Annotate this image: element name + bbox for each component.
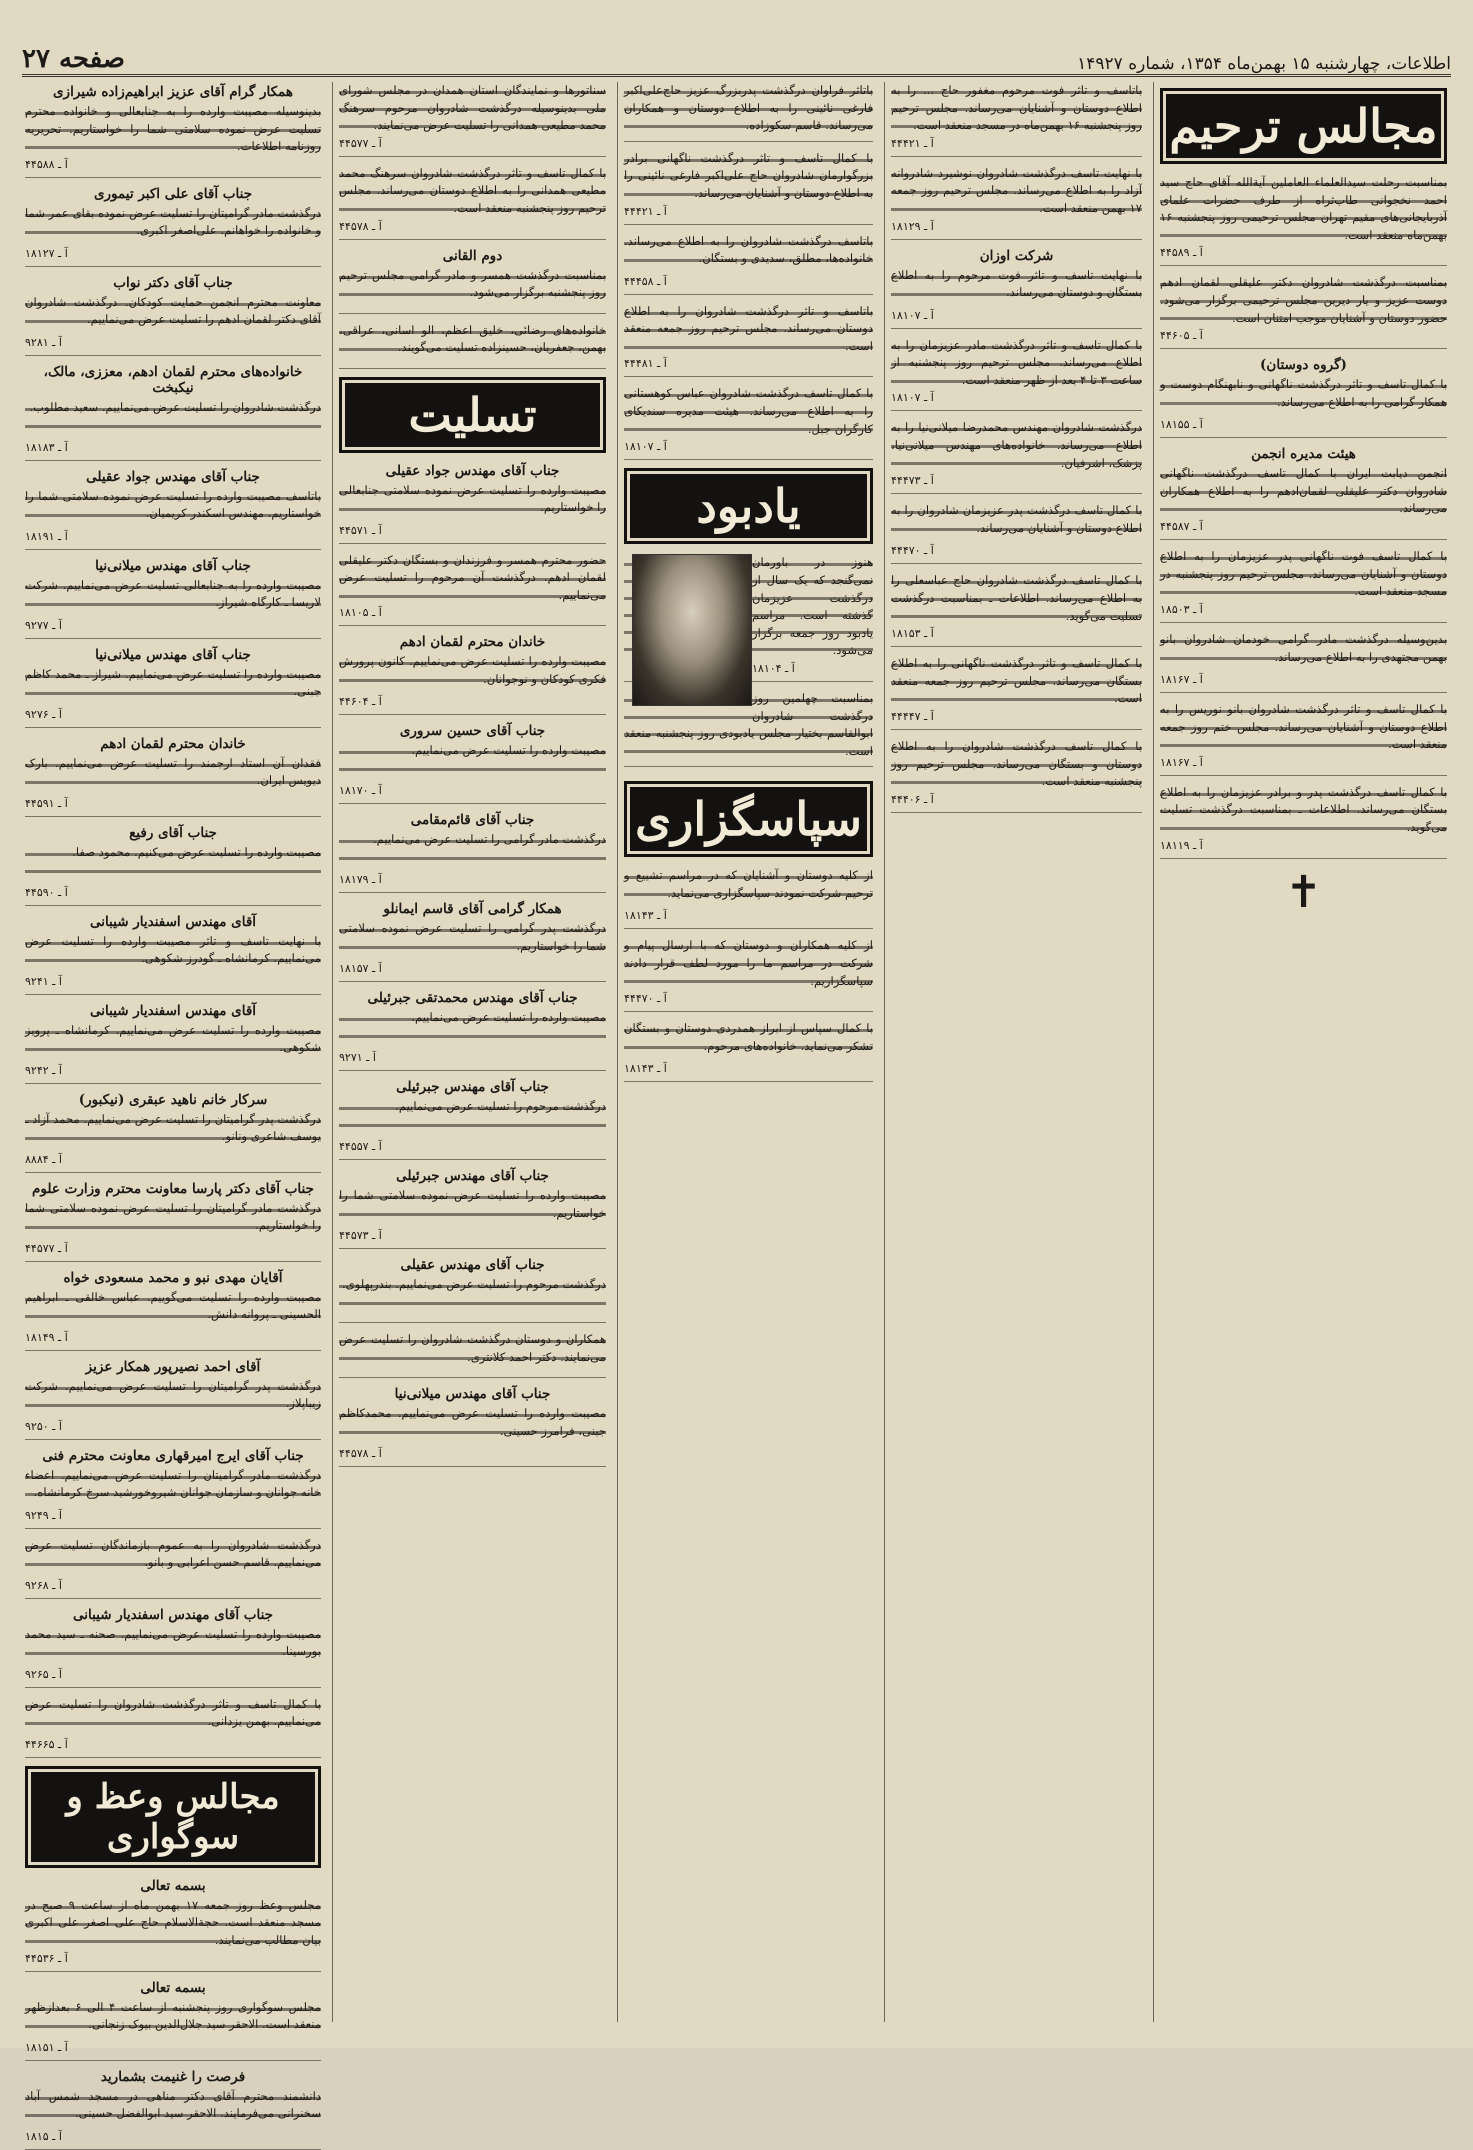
notice-item — [624, 150, 873, 225]
banner-sepasgozari: سپاسگزاری — [624, 781, 873, 857]
notice-title: (گروه دوستان) — [1260, 357, 1347, 374]
notice-body: مصیبت وارده را تسلیت عرض می‌نماییم. صحنه ـ سید محمد بورسینا. — [25, 1626, 321, 1666]
notice-code: آ ـ ۱۸۱۵۷ — [339, 962, 382, 976]
notice-item — [25, 364, 321, 461]
notice-title: بسمه تعالی — [140, 1877, 206, 1894]
notice-code: آ ـ ۹۲۴۱ — [25, 974, 62, 988]
notice-body: درگذشت مادر گرامیتان را تسلیت عرض می‌نماییم. اعضاء خانه جوانان و سازمان جوانان شیروخورشید سرخ کرمانشاه. — [25, 1467, 321, 1507]
notice-title: جناب آقای مهندس جواد عقیلی — [385, 462, 560, 479]
notice-body: با کمال تاسف درگذشت پدر عزیزمان شادروان را به اطلاع دوستان و آشنایان می‌رساند. — [891, 502, 1142, 542]
notice-title: جناب آقای ایرج امیرقهاری معاونت محترم فنی — [42, 1447, 304, 1464]
notice-title: جناب آقای مهندس میلانی‌نیا — [95, 557, 251, 574]
notice-code: آ ـ ۱۸۱۷۹ — [339, 873, 382, 887]
notice-body: هنوز در باورمان نمی‌گنجد که یک سال از درگذشت عزیزمان گذشته است. مراسم یادبود روز جمعه برگزار می‌شود. — [624, 554, 873, 660]
notice-item — [339, 1079, 606, 1160]
notices-col5-vaz — [25, 1878, 321, 2150]
notice-item — [25, 825, 321, 906]
notice-body: با نهایت تاسف درگذشت شادروان نوشیرد شادروانه آزاد را به اطلاع می‌رساند. مجلس ترحیم روز جمعه ۱۷ بهمن منعقد است. — [891, 165, 1142, 218]
notice-title: جناب آقای علی اکبر تیموری — [93, 185, 253, 202]
notice-code: آ ـ ۴۴۴۷۰ — [891, 544, 934, 558]
notice-item — [339, 552, 606, 627]
notice-body: باتاسف و تاثر فوت مرحوم مغفور حاج ... را به اطلاع دوستان و آشنایان می‌رساند. مجلس ترحیم روز پنجشنبه ۱۶ بهمن‌ماه در مسجد منعقد است. — [891, 82, 1142, 135]
page-header — [22, 40, 1451, 77]
notice-code: آ ـ ۴۴۴۴۷ — [891, 709, 934, 723]
notice-item — [25, 84, 321, 178]
notice-item — [891, 572, 1142, 647]
notice-title: جناب آقای مهندس میلانی‌نیا — [95, 646, 251, 663]
notice-body: مصیبت وارده را تسلیت عرض نموده سلامتی جنابعالی را خواستاریم. — [339, 482, 606, 522]
notice-item — [1160, 357, 1447, 438]
notice-code: آ ـ ۴۴۵۵۷ — [339, 1140, 382, 1154]
notice-item — [25, 1696, 321, 1758]
notice-code: آ ـ ۴۴۶۶۵ — [25, 1737, 68, 1751]
notice-title: خاندان محترم لقمان ادهم — [100, 735, 246, 752]
notice-body: مجلس سوگواری روز پنجشنبه از ساعت ۴ الی ۶ بعدازظهر منعقد است. الاحقر سید جلال‌الدین بیوک زنجانی. — [25, 1999, 321, 2039]
notice-body: بمناسبت درگذشت همسر و مادر گرامی مجلس ترحیم روز پنجشنبه برگزار می‌شود. — [339, 267, 606, 307]
notice-item — [339, 463, 606, 544]
notice-title: جناب آقای مهندس اسفندیار شیبانی — [72, 1606, 274, 1623]
notice-code: آ ـ ۴۴۵۹۱ — [25, 796, 68, 810]
notice-body: بمناسبت رحلت سیدالعلماء العاملین آیة‌الله آقای حاج سید احمد نخجوانی طاب‌ثراه از طرف حضرات علمای آذربایجانی‌های مقیم تهران مجلس ترحیمی روز پنجشنبه ۱۶ بهمن‌ماه منعقد است. — [1160, 174, 1447, 244]
notice-code: آ ـ ۴۴۵۷۷ — [339, 136, 382, 150]
notice-body: درگذشت پدر گرامیتان را تسلیت عرض می‌نماییم. محمد آزاد ـ یوسف شاعری ونانو. — [25, 1111, 321, 1151]
notice-body: درگذشت مادر گرامیتان را تسلیت عرض نموده بقای عمر شما و خانواده را خواهانم. علی‌اصغر اکبری. — [25, 205, 321, 245]
notice-title: جناب آقای مهندس عقیلی — [400, 1257, 545, 1274]
notice-code: آ ـ ۹۲۶۵ — [25, 1667, 62, 1681]
notice-item — [25, 1092, 321, 1173]
notice-code: آ ـ ۴۴۵۷۷ — [25, 1241, 68, 1255]
notice-body: مصیبت وارده را تسلیت عرض می‌نماییم. شیراز ـ محمد کاظم جبنی. — [25, 666, 321, 706]
notice-code: آ ـ ۴۴۴۷۰ — [624, 992, 667, 1006]
notice-code: آ ـ ۸۸۸۴ — [25, 1152, 62, 1166]
notice-body: با کمال تاسف و تاثر درگذشت مادر عزیزمان را به اطلاع می‌رساند. مجلس ترحیم روز پنجشنبه از ساعت ۳ تا ۴ بعد از ظهر منعقد است. — [891, 337, 1142, 390]
notice-body: از کلیه دوستان و آشنایان که در مراسم تشییع و ترحیم شرکت نمودند سپاسگزاری می‌نماید. — [624, 867, 873, 907]
notice-item — [25, 1181, 321, 1262]
notice-body: مصیبت وارده را به جنابعالی تسلیت عرض می‌نماییم. شرکت لاریسا ـ کارگاه شیراز. — [25, 577, 321, 617]
notice-item — [25, 1607, 321, 1688]
notice-item — [25, 1270, 321, 1351]
notice-code: آ ـ ۹۲۸۱ — [25, 335, 62, 349]
notice-body: بدین‌وسیله درگذشت مادر گرامی خودمان شادروان بانو بهمن مجتهدی را به اطلاع می‌رساند. — [1160, 631, 1447, 671]
notice-code: آ ـ ۱۸۱۰۷ — [891, 391, 934, 405]
notice-code: آ ـ ۴۴۴۵۸ — [624, 274, 667, 288]
notice-item — [624, 385, 873, 460]
notice-item — [891, 502, 1142, 564]
notice-code: آ ـ ۴۴۶۰۵ — [1160, 329, 1203, 343]
notice-item — [25, 1980, 321, 2061]
notice-item — [25, 1359, 321, 1440]
notice-body: حضور محترم همسر و فرزندان و بستگان دکتر علیقلی لقمان ادهم. درگذشت آن مرحوم را تسلیت عرض می‌نماییم. — [339, 552, 606, 605]
column-tarhim — [1153, 82, 1453, 2022]
notice-item — [339, 322, 606, 369]
notice-item — [624, 867, 873, 929]
notice-body: با کمال تاسف درگذشت شادروان حاج عباسعلی را به اطلاع می‌رساند. اطلاعات ـ بمناسبت درگذشت تسلیت می‌گوید. — [891, 572, 1142, 625]
notice-item — [1160, 548, 1447, 623]
notice-code: آ ـ ۴۴۵۸۹ — [1160, 246, 1203, 260]
notice-code: آ ـ ۱۸۱۵ — [25, 2129, 62, 2143]
notice-title: خاندان محترم لقمان ادهم — [399, 634, 546, 651]
notice-item — [339, 990, 606, 1071]
notice-title: جناب آقای قائم‌مقامی — [410, 812, 535, 829]
notice-body: انجمن دیابت ایران با کمال تاسف درگذشت ناگهانی شادروان دکتر علیقلی لقمان‌ادهم را به اطلاع همکاران می‌رساند. — [1160, 465, 1447, 518]
notice-code: آ ـ ۴۴۵۳۶ — [25, 1951, 68, 1965]
notice-title: جناب آقای مهندس جبرئیلی — [396, 1168, 549, 1185]
notice-title: شرکت اوزان — [979, 247, 1054, 264]
notice-code: آ ـ ۴۴۵۹۰ — [25, 885, 68, 899]
notice-item — [1160, 631, 1447, 693]
notice-body: مصیبت وارده را تسلیت عرض می‌نماییم. کرمانشاه ـ پرویز شکوهی. — [25, 1022, 321, 1062]
notices-col3-sepas — [624, 867, 873, 1082]
notice-code: آ ـ ۴۴۴۲۱ — [624, 204, 667, 218]
notice-code: آ ـ ۴۴۵۷۱ — [339, 523, 382, 537]
notice-item — [25, 1003, 321, 1084]
notice-code: آ ـ ۴۴۴۰۶ — [891, 792, 934, 806]
notice-title: خانواده‌های محترم لقمان ادهم، معززی، مالک، نیکبخت — [43, 363, 303, 396]
notice-item — [891, 248, 1142, 329]
notice-title: آقای احمد نصیرپور همکار عزیز — [85, 1358, 261, 1375]
notice-code: آ ـ ۱۸۱۲۹ — [891, 219, 934, 233]
notice-item — [624, 303, 873, 378]
notice-title: هیئت مدیره انجمن — [1251, 446, 1356, 463]
notice-code: آ ـ ۱۸۱۰۷ — [624, 440, 667, 454]
notice-code: آ ـ ۱۸۱۲۷ — [25, 246, 68, 260]
notice-code: آ ـ ۱۸۱۶۷ — [1160, 672, 1203, 686]
notice-body: مجلس وعظ روز جمعه ۱۷ بهمن ماه از ساعت ۹ صبح در مسجد منعقد است. حجة‌الاسلام حاج علی اصغر علی اکبری بیان مطالب می‌نمایند. — [25, 1897, 321, 1950]
notice-item — [1160, 274, 1447, 349]
notice-item — [1160, 446, 1447, 540]
notice-title: دوم القانی — [442, 247, 503, 264]
notice-body: درگذشت شادروان را تسلیت عرض می‌نماییم. سعید مطلوب. — [25, 399, 321, 439]
notice-body: باتاسف مصیبت وارده را تسلیت عرض نموده سلامتی شما را خواستاریم. مهندس اسکندر کریمیان. — [25, 488, 321, 528]
notice-code: آ ـ ۴۴۵۷۳ — [339, 1229, 382, 1243]
notice-title: جناب آقای مهندس میلانی‌نیا — [394, 1386, 551, 1403]
notice-code: آ ـ ۱۸۱۴۳ — [624, 1062, 667, 1076]
banner-vaz: مجالس وعظ و سوگواری — [25, 1766, 321, 1868]
notice-item — [25, 558, 321, 639]
notice-item — [891, 165, 1142, 240]
notices-col4-tasliat — [339, 463, 606, 1468]
notice-body: مصیبت وارده را تسلیت عرض نموده سلامتی شما را خواستاریم. — [339, 1187, 606, 1227]
notice-code: آ ـ ۴۴۴۲۱ — [891, 136, 934, 150]
notice-item — [25, 469, 321, 550]
notice-body: درگذشت پدر گرامی را تسلیت عرض نموده سلامتی شما را خواستاریم. — [339, 920, 606, 960]
notice-body: مصیبت وارده را تسلیت می‌گوییم. عباس خالقی ـ ابراهیم الحسینی ـ پروانه دانش. — [25, 1289, 321, 1329]
notice-item — [25, 1448, 321, 1529]
notice-body: باتاثر فراوان درگذشت پدربزرگ عزیز حاج‌علی‌اکبر فارغی نائینی را به اطلاع دوستان و همکاران می‌رساند. قاسم سکوزاده. — [624, 82, 873, 135]
notice-code: آ ـ ۹۲۷۶ — [25, 707, 62, 721]
notice-body: با نهایت تاسف و تاثر مصیبت وارده را تسلیت عرض می‌نماییم. کرمانشاه ـ گودرز شکوهی. — [25, 933, 321, 973]
notice-code: آ ـ ۴۴۴۷۳ — [891, 474, 934, 488]
notice-title: جناب آقای دکتر پارسا معاونت محترم وزارت علوم — [32, 1180, 314, 1197]
notice-body: با کمال تاسف درگذشت شادروان عباس کوهستانی را به اطلاع می‌رساند. هیئت مدیره سندیکای کارگران جبل. — [624, 385, 873, 438]
notice-code: آ ـ ۱۸۱۰۴ — [752, 661, 795, 675]
notice-item — [339, 1331, 606, 1378]
notice-item — [1160, 701, 1447, 776]
notice-title: جناب آقای مهندس محمدتقی جبرئیلی — [367, 990, 578, 1007]
column-3 — [617, 82, 879, 2022]
notice-title: سرکار خانم ناهید عبقری (نیکبور) — [78, 1091, 268, 1108]
notice-title: جناب آقای حسین سروری — [399, 723, 546, 740]
notice-item — [25, 1878, 321, 1972]
notice-body: با کمال تاسف و تاثر درگذشت ناگهانی برادر بزرگوارمان شادروان حاج علی‌اکبر فارغی نائینی را به اطلاع دوستان و آشنایان می‌رساند. — [624, 150, 873, 203]
notice-body: باتاسف درگذشت شادروان را به اطلاع می‌رساند. خانواده‌ها، مطلق، سدیدی و بستگان. — [624, 233, 873, 273]
notice-item — [339, 165, 606, 240]
notice-code: آ ـ ۹۲۴۹ — [25, 1508, 62, 1522]
notice-title: جناب آقای دکتر نواب — [113, 274, 233, 291]
notice-body: با کمال تاسف و تاثر درگذشت ناگهانی و نابهنگام دوست و همکار گرامی را به اطلاع می‌رساند. — [1160, 376, 1447, 416]
notice-code: آ ـ ۱۸۱۰۵ — [339, 606, 382, 620]
notice-code: آ ـ ۴۴۴۸۱ — [624, 357, 667, 371]
notice-body: باتاسف و تاثر درگذشت شادروان را به اطلاع دوستان می‌رساند. مجلس ترحیم روز جمعه منعقد است. — [624, 303, 873, 356]
notice-body: فقدان آن استاد ارجمند را تسلیت عرض می‌نماییم. بارک دیویس ایران. — [25, 755, 321, 795]
notices-col2 — [891, 82, 1142, 813]
notice-item — [891, 655, 1142, 730]
notice-body: مصیبت وارده را تسلیت عرض می‌نماییم. — [339, 742, 606, 782]
notices-col1 — [1160, 174, 1447, 859]
notice-code: آ ـ ۱۸۱۹۱ — [25, 529, 68, 543]
notice-body: با نهایت تاسف و تاثر فوت مرحوم را به اطلاع بستگان و دوستان می‌رساند. — [891, 267, 1142, 307]
notice-body: درگذشت مرحوم را تسلیت عرض می‌نماییم. — [339, 1098, 606, 1138]
notice-item — [25, 914, 321, 995]
notice-item — [25, 1537, 321, 1599]
notice-item — [891, 82, 1142, 157]
notice-body: با کمال تاسف و تاثر درگذشت شادروان را تسلیت عرض می‌نماییم. بهمن یزدانی. — [25, 1696, 321, 1736]
notice-body: با کمال تاسف و تاثر درگذشت شادروان بانو نوریس را به اطلاع دوستان و آشنایان می‌رساند. مجلس ختم روز جمعه منعقد است. — [1160, 701, 1447, 754]
page-number: صفحه ۲۷ — [22, 44, 125, 74]
notice-code: آ ـ ۱۸۱۴۹ — [25, 1330, 68, 1344]
notice-item — [1160, 174, 1447, 266]
notice-body: درگذشت شادروان را به عموم بازماندگان تسلیت عرض می‌نماییم. قاسم حسن اعرابی و بانو. — [25, 1537, 321, 1577]
notice-code: آ ـ ۱۸۱۷۰ — [339, 784, 382, 798]
notice-code: آ ـ ۱۸۱۱۹ — [1160, 838, 1203, 852]
notice-item — [624, 937, 873, 1012]
notice-body: با کمال تاسف درگذشت پدر و برادر عزیزمان را به اطلاع بستگان می‌رساند. اطلاعات ـ بمناسبت درگذشت تسلیت می‌گوید. — [1160, 784, 1447, 837]
notice-body: درگذشت شادروان مهندس محمدرضا میلانی‌نیا را به اطلاع می‌رساند. خانواده‌های مهندس میلانی‌نیا، پزشک، اشرفیان. — [891, 419, 1142, 472]
notice-title: همکار گرامی آقای قاسم ایمانلو — [383, 901, 562, 918]
notice-code: آ ـ ۴۴۵۸۷ — [1160, 520, 1203, 534]
notice-body: درگذشت مادر گرامی را تسلیت عرض می‌نماییم. — [339, 831, 606, 871]
notice-code: آ ـ ۱۸۱۵۳ — [891, 627, 934, 641]
notice-body: سناتورها و نمایندگان استان همدان در مجلس شورای ملی بدینوسیله درگذشت شادروان مرحوم سرهنگ محمد مطیعی همدانی را تسلیت عرض می‌نمایند. — [339, 82, 606, 135]
notice-item — [1160, 784, 1447, 859]
column-2 — [884, 82, 1148, 2022]
notice-code: آ ـ ۴۴۵۷۸ — [339, 1447, 382, 1461]
notices-col4-top — [339, 82, 606, 369]
notice-title: بسمه تعالی — [140, 1979, 206, 1996]
notice-item — [339, 901, 606, 982]
notice-title: آقای مهندس اسفندیار شیبانی — [89, 1002, 257, 1019]
notice-body: بمناسبت چهلمین روز درگذشت شادروان ابوالقاسم بختیار مجلس یادبودی روز پنجشنبه منعقد است. — [624, 690, 873, 760]
banner-tasliat: تسلیت — [339, 377, 606, 453]
notice-item — [25, 647, 321, 728]
notice-code: آ ـ ۱۸۱۵۵ — [1160, 418, 1203, 432]
notice-code: آ ـ ۱۸۱۵۱ — [25, 2040, 68, 2054]
notice-body: با کمال تاسف فوت ناگهانی پدر عزیزمان را به اطلاع دوستان و آشنایان می‌رساند. مجلس ترحیم روز پنجشنبه در مسجد منعقد است. — [1160, 548, 1447, 601]
notice-code: آ ـ ۹۲۷۱ — [339, 1051, 376, 1065]
notice-code: آ ـ ۹۲۷۷ — [25, 618, 62, 632]
notice-item — [339, 1257, 606, 1323]
notice-code: آ ـ ۴۴۵۸۸ — [25, 157, 68, 171]
notice-title: جناب آقای مهندس جواد عقیلی — [86, 468, 260, 485]
notice-body: با کمال سپاس از ابراز همدردی دوستان و بستگان تشکر می‌نماید. خانواده‌های مرحوم. — [624, 1020, 873, 1060]
notice-item — [339, 812, 606, 893]
notice-title: جناب آقای مهندس جبرئیلی — [396, 1079, 549, 1096]
notice-item — [339, 723, 606, 804]
notice-body: با کمال تاسف درگذشت شادروان را به اطلاع دوستان و بستگان می‌رساند. مجلس ترحیم روز پنجشنبه منعقد است. — [891, 738, 1142, 791]
notice-item — [25, 2069, 321, 2150]
notice-body: با کمال تاسف و تاثر درگذشت شادروان سرهنگ محمد مطیعی همدانی را به اطلاع دوستان می‌رساند. مجلس ترحیم روز پنجشنبه منعقد است. — [339, 165, 606, 218]
notice-code: آ ـ ۱۸۵۰۳ — [1160, 602, 1203, 616]
notice-title: جناب آقای رفیع — [129, 824, 217, 841]
notice-body: از کلیه همکاران و دوستان که با ارسال پیام و شرکت در مراسم ما را مورد لطف قرار دادند سپاسگزاریم. — [624, 937, 873, 990]
notice-body: درگذشت پدر گرامیتان را تسلیت عرض می‌نماییم. شرکت زیباپلاز. — [25, 1378, 321, 1418]
notice-item — [624, 1020, 873, 1082]
notice-body: درگذشت مادر گرامیتان را تسلیت عرض نموده سلامتی شما را خواستاریم. — [25, 1200, 321, 1240]
notice-body: مصیبت وارده را تسلیت عرض می‌نماییم. کانون پرورش فکری کودکان و نوجوانان. — [339, 653, 606, 693]
notice-body: همکاران و دوستان درگذشت شادروان را تسلیت عرض می‌نمایند. دکتر احمد کلانتری. — [339, 1331, 606, 1371]
notice-title: آقایان مهدی نبو و محمد مسعودی خواه — [63, 1269, 283, 1286]
notice-item — [891, 337, 1142, 412]
notice-item — [891, 419, 1142, 494]
notice-code: آ ـ ۴۴۶۰۴ — [339, 695, 382, 709]
notice-body: با کمال تاسف و تاثر درگذشت ناگهانی را به اطلاع بستگان می‌رساند. مجلس ترحیم روز جمعه منعقد است. — [891, 655, 1142, 708]
issue-line: اطلاعات، چهارشنبه ۱۵ بهمن‌ماه ۱۳۵۴، شماره ۱۴۹۲۷ — [1077, 54, 1451, 74]
notice-code: آ ـ ۹۲۵۰ — [25, 1419, 62, 1433]
notice-item — [624, 233, 873, 295]
notice-code: آ ـ ۱۸۱۶۷ — [1160, 755, 1203, 769]
notices-col3-top — [624, 82, 873, 460]
notice-body: بمناسبت درگذشت شادروان دکتر علیقلی لقمان ادهم دوست عزیز و یار دیرین مجلس ترحیمی برگزار می‌شود. حضور دوستان و آشنایان موجب امتنان است. — [1160, 274, 1447, 327]
notice-item — [25, 275, 321, 356]
notice-item — [339, 82, 606, 157]
notice-body: دانشمند محترم آقای دکتر مناهی در مسجد شمس آباد سخنرانی می‌فرمایند. الاحقر سید ابوالفضل حسینی. — [25, 2088, 321, 2128]
notice-body: درگذشت مرحوم را تسلیت عرض می‌نماییم. بندرپهلوی. — [339, 1276, 606, 1316]
notice-title: آقای مهندس اسفندیار شیبانی — [89, 913, 257, 930]
notice-title: همکار گرام آقای عزیز ابراهیم‌زاده شیرازی — [52, 84, 293, 100]
notice-code: آ ـ ۱۸۱۰۷ — [891, 308, 934, 322]
portrait-photo — [632, 554, 752, 706]
notice-item — [25, 736, 321, 817]
notice-item — [339, 1386, 606, 1467]
notice-body: مصیبت وارده را تسلیت عرض می‌نماییم. — [339, 1009, 606, 1049]
banner-tarhim: مجالس ترحیم — [1160, 88, 1447, 164]
notice-item — [25, 186, 321, 267]
notice-code: آ ـ ۴۴۵۷۸ — [339, 219, 382, 233]
notice-code: آ ـ ۱۸۱۸۳ — [25, 440, 68, 454]
notice-code: آ ـ ۹۲۶۸ — [25, 1578, 62, 1592]
notice-body: بدینوسیله مصیبت وارده را به جنابعالی و خانواده محترم تسلیت عرض نموده سلامتی شما را خواستاریم. تحریریه روزنامه اطلاعات. — [25, 103, 321, 156]
notice-body: خانواده‌های رضائی، خلیق اعظم، الو اسانی، عراقی، بهمن، جعفریان، حسینزاده تسلیت می‌گویند. — [339, 322, 606, 362]
notice-title: فرصت را غنیمت بشمارید — [100, 2068, 246, 2085]
notices-col5 — [25, 84, 321, 1758]
notice-body: مصیبت وارده را تسلیت عرض می‌نماییم. محمدکاظم جبنی، فرامرز حسینی. — [339, 1405, 606, 1445]
notice-item — [339, 1168, 606, 1249]
cross-icon: ✝ — [1285, 866, 1322, 918]
notice-body: مصیبت وارده را تسلیت عرض می‌کنیم. محمود صفا. — [25, 844, 321, 884]
notice-item — [624, 82, 873, 142]
notice-item — [339, 634, 606, 715]
notice-code: آ ـ ۹۲۴۲ — [25, 1063, 62, 1077]
column-5 — [19, 82, 327, 2143]
notice-item — [891, 738, 1142, 813]
banner-yadbood: یادبود — [624, 468, 873, 544]
notice-item — [339, 248, 606, 314]
notice-code: آ ـ ۱۸۱۴۳ — [624, 909, 667, 923]
column-4 — [332, 82, 612, 2022]
notice-body: معاونت محترم انجمن حمایت کودکان. درگذشت شادروان آقای دکتر لقمان ادهم را تسلیت عرض می‌نماییم. — [25, 294, 321, 334]
